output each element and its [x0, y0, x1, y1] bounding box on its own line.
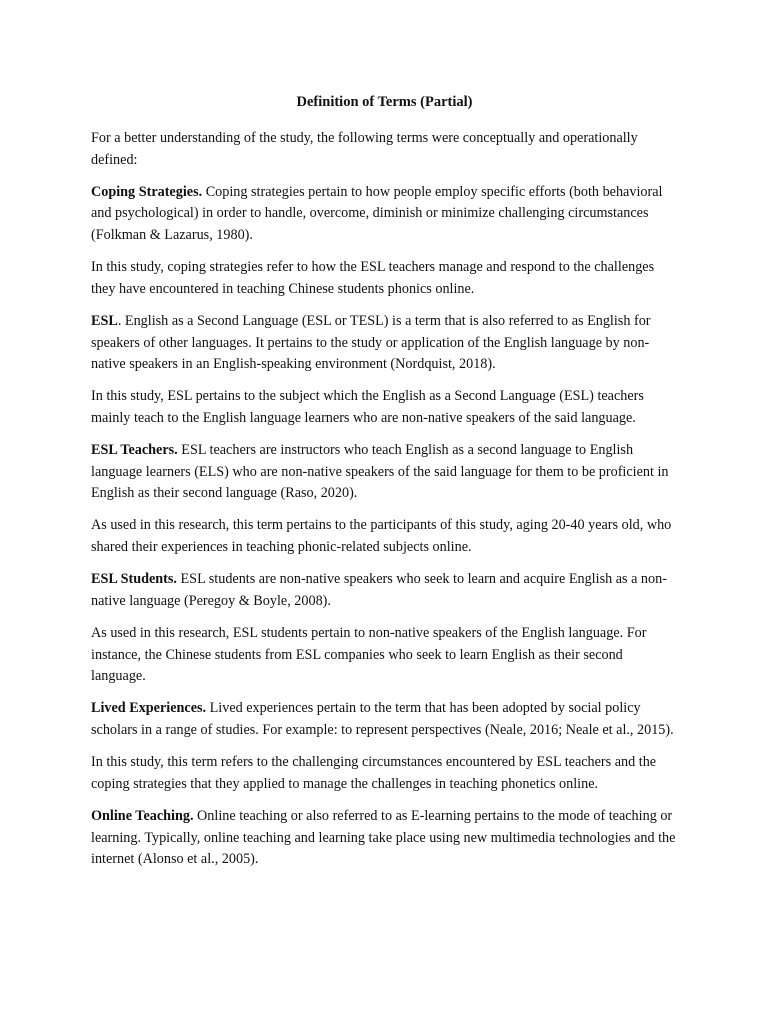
term-definition: Lived experiences pertain to the term that has been adopted by social policy scholars in a range of studies. For example: to represent perspectives (Neale, 2016; Neale et al., 2015). — [91, 700, 674, 738]
term-heading: Coping Strategies. — [91, 183, 203, 200]
term-heading: Lived Experiences. — [91, 700, 207, 717]
term-heading: Online Teaching. — [91, 807, 194, 824]
term-heading: ESL — [91, 312, 118, 329]
document-title: Definition of Terms (Partial) — [296, 94, 473, 110]
definition-esl-teachers — [91, 440, 678, 505]
definition-esl-students — [91, 569, 678, 612]
term-definition: Coping strategies pertain to how people employ specific efforts (both behavioral and psychological) in order to handle, overcome, diminish or minimize challenging circumstances (Folkman & Lazarus, 1980). — [91, 183, 663, 243]
term-definition: ESL teachers are instructors who teach English as a second language to English language learners (ELS) who are non-native speakers of the said language for them to be proficient in English as their second language (Raso, 2020). — [91, 442, 669, 502]
term-definition: ESL students are non-native speakers who seek to learn and acquire English as a non-native language (Peregoy & Boyle, 2008). — [91, 571, 667, 609]
operational-esl-students: As used in this research, ESL students pertain to non-native speakers of the English language. For instance, the Chinese students from ESL companies who seek to learn English as their second language. — [91, 625, 647, 685]
operational-esl-teachers: As used in this research, this term pertains to the participants of this study, aging 20-40 years old, who shared their experiences in teaching phonic-related subjects online. — [91, 517, 672, 556]
definition-online-teaching — [91, 806, 678, 871]
definition-esl — [91, 311, 678, 376]
term-definition: Online teaching or also referred to as E-learning pertains to the mode of teaching or learning. Typically, online teaching and learning take place using new multimedia technologies and the internet (Alonso et al., 2005). — [91, 807, 676, 868]
intro-paragraph: For a better understanding of the study, the following terms were conceptually and operationally defined: — [91, 130, 638, 168]
term-definition: . English as a Second Language (ESL or TESL) is a term that is also referred to as English for speakers of other languages. It pertains to the study or application of the English language by non-native speakers in an English-speaking environment (Nordquist, 2018). — [91, 312, 651, 373]
operational-esl: In this study, ESL pertains to the subject which the English as a Second Language (ESL) teachers mainly teach to the English language learners who are non-native speakers of the said language. — [91, 388, 644, 426]
operational-lived-experiences: In this study, this term refers to the challenging circumstances encountered by ESL teachers and the coping strategies that they applied to manage the challenges in teaching phonetics online. — [91, 754, 657, 792]
term-heading: ESL Teachers. — [91, 442, 178, 459]
operational-coping-strategies: In this study, coping strategies refer to how the ESL teachers manage and respond to the challenges they have encountered in teaching Chinese students phonics online. — [91, 259, 655, 297]
term-heading: ESL Students. — [91, 571, 177, 588]
definition-coping-strategies — [91, 182, 678, 247]
definition-lived-experiences — [91, 698, 678, 741]
